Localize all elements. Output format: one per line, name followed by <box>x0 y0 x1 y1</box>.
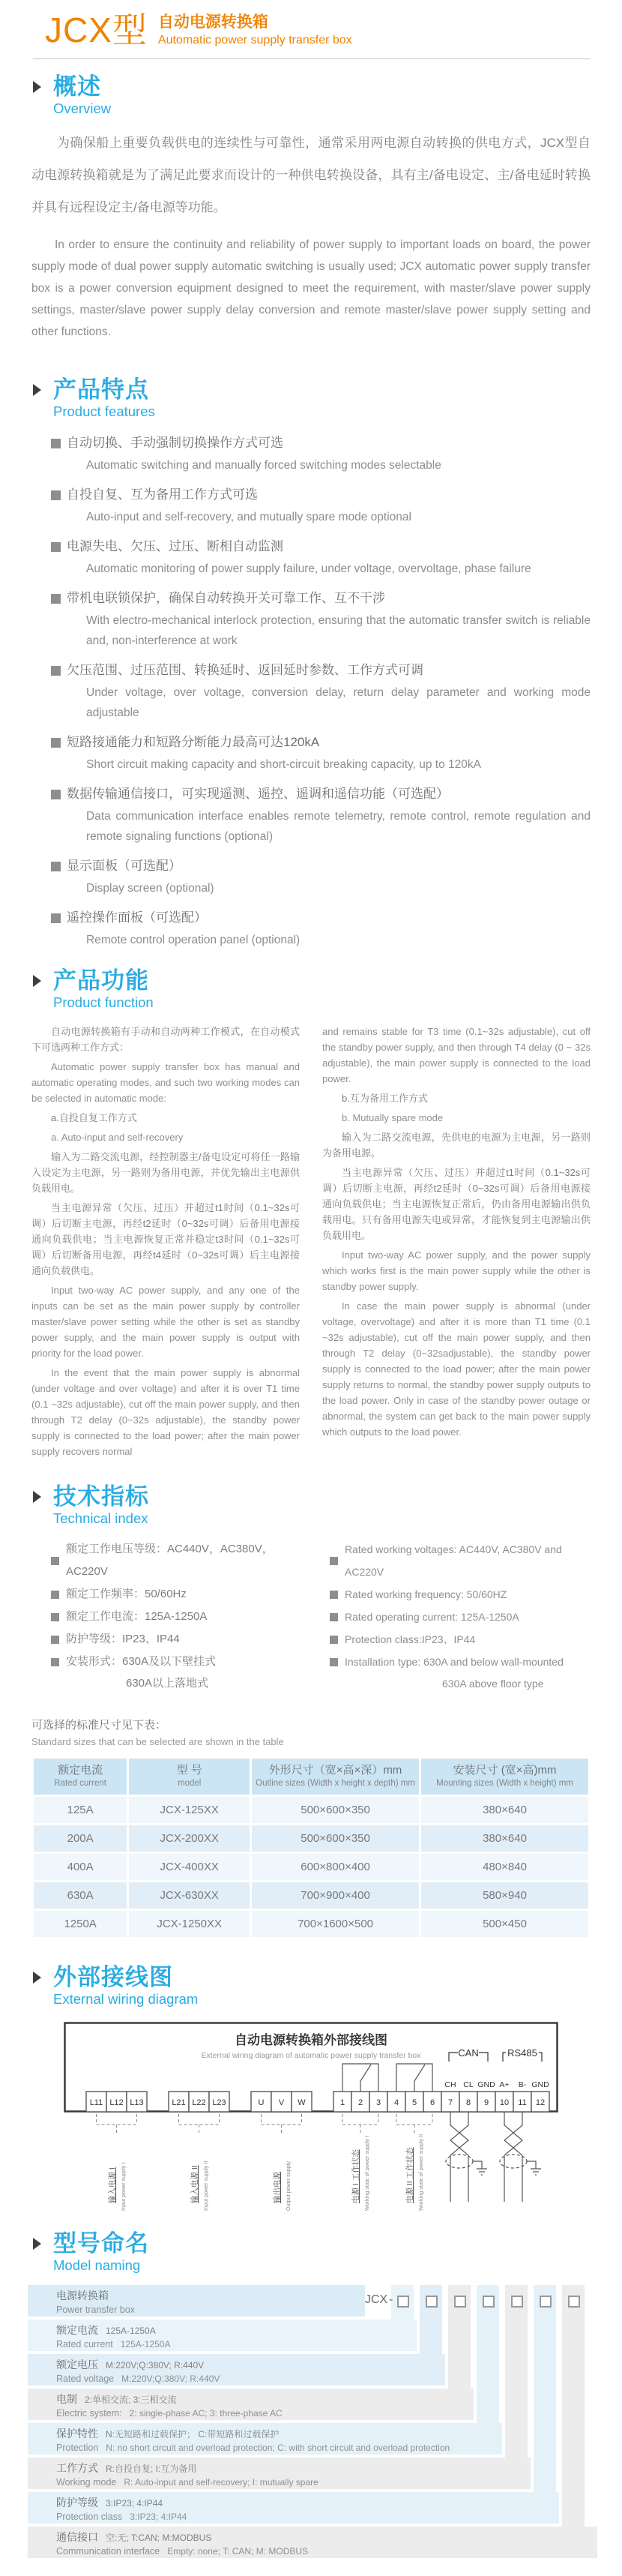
naming-row <box>28 2285 365 2317</box>
feature-item <box>51 732 591 775</box>
function-columns <box>31 1024 591 1463</box>
svg-text:11: 11 <box>518 2098 527 2107</box>
tech-item-cn: 防护等级：IP23、IP44 <box>66 1633 180 1645</box>
feature-cn: 数据传输通信接口，可实现遥测、遥控、遥调和遥信功能（可选配） <box>67 787 449 801</box>
feature-item <box>51 484 591 527</box>
svg-text:L11: L11 <box>89 2098 103 2107</box>
cell-mounting-size: 480×840 <box>421 1854 588 1880</box>
naming-desc-en: Empty: none; T: CAN; M: MODBUS <box>167 2546 309 2557</box>
features-heading-en: Product features <box>53 403 155 419</box>
function-heading <box>33 968 591 1012</box>
overview-heading-cn: 概述 <box>53 73 101 100</box>
section-marker-icon <box>33 1972 41 1984</box>
sizes-note-cn: 可选择的标准尺寸见下表： <box>31 1719 167 1732</box>
cell-outline-size: 700×1600×500 <box>252 1911 419 1937</box>
feature-cn: 自动切换、手动强制切换操作方式可选 <box>67 436 283 450</box>
bullet-square-icon <box>51 490 61 500</box>
bullet-square-icon <box>51 594 61 604</box>
bullet-square-icon <box>51 439 61 448</box>
tech-item-en: Protection class:IP23、IP44 <box>345 1633 476 1645</box>
naming-label-cn: 防护等级 <box>56 2497 98 2509</box>
cell-outline-size: 500×600×350 <box>252 1825 419 1852</box>
svg-text:8: 8 <box>465 2098 471 2107</box>
svg-text:输入电源 II: 输入电源 II <box>190 2165 199 2203</box>
bullet-square-icon <box>51 1636 59 1644</box>
model-code-box <box>540 2296 552 2308</box>
pin-label: GND <box>477 2080 495 2089</box>
overview-paragraph-en: In order to ensure the continuity and reliability of power supply to important loads on board, the power supply mode of dual power supply automatic switching is usually used; JCX automatic power supply transfer box is a power conversion equipment designed to meet the requirement, with master/slave power supply settings, master/slave power supply delay conversion and remote master/slave power supply setting and other functions. <box>31 238 591 338</box>
tech-item-en-extra: 630A above floor type <box>442 1678 544 1690</box>
function-paragraph: a. Auto-input and self-recovery <box>51 1132 184 1143</box>
function-left-column <box>31 1024 300 1463</box>
naming-row <box>28 2527 597 2558</box>
cell-rated-current: 200A <box>34 1825 127 1852</box>
wiring-diagram <box>64 2022 558 2219</box>
function-paragraph: a.自投自复工作方式 <box>51 1112 137 1123</box>
svg-text:输出电源: 输出电源 <box>273 2172 282 2203</box>
section-marker-icon <box>33 975 41 987</box>
feature-item <box>51 536 591 579</box>
pin-label: CL <box>463 2080 474 2089</box>
naming-row <box>28 2320 417 2351</box>
function-paragraph: Input two-way AC power supply, and any one of the inputs can be set as the main power supply by controller master/slave power setting while the other is set as standby power supply, and the main power supply is output with priority for the load power. <box>31 1285 300 1359</box>
svg-text:W: W <box>298 2098 306 2107</box>
cell-model: JCX-630XX <box>129 1882 250 1909</box>
naming-desc-cn: 2:单相交流; 3:三相交流 <box>85 2395 177 2405</box>
feature-cn: 短路接通能力和短路分断能力最高可达120kA <box>67 735 320 749</box>
bullet-square-icon <box>51 666 61 676</box>
feature-en: Display screen (optional) <box>86 882 214 895</box>
naming-desc-en: R: Auto-input and self-recovery; I: mutually spare <box>124 2477 318 2488</box>
naming-desc-en: 125A-1250A <box>120 2339 171 2350</box>
header-cn: 型 号 <box>176 1764 202 1777</box>
model-code-box <box>483 2296 495 2308</box>
svg-text:10: 10 <box>499 2098 510 2107</box>
header-cn: 外形尺寸（宽×高×深）mm <box>268 1764 402 1777</box>
svg-text:9: 9 <box>483 2098 489 2107</box>
naming-label-en: Rated voltage <box>56 2374 115 2384</box>
function-paragraph: 当主电源异常（欠压、过压）并超过t1时间（0.1~32s可调）后切断主电源，再经t2延时（0~32s可调）后备用电源接通向负载供电；当主电源恢复正常并稳定t3时间（0.1~32s可调）后切断备用电源，再经t4延时（0~32s可调）后主电源接通向负载供电。 <box>31 1202 300 1276</box>
cell-mounting-size: 380×640 <box>421 1797 588 1823</box>
features-list <box>51 433 591 950</box>
svg-text:Input power supply I: Input power supply I <box>120 2162 127 2211</box>
function-paragraph: and remains stable for T3 time (0.1~32s adjustable), cut off the standby power supply, and then through T4 delay (0 ~ 32s adjustable), the main power supply is connected to the load power. <box>322 1026 591 1084</box>
naming-strip <box>534 2285 556 2493</box>
svg-text:6: 6 <box>429 2098 435 2107</box>
naming-desc-cn: M:220V;Q:380V; R:440V <box>106 2360 205 2371</box>
feature-en: Auto-input and self-recovery, and mutually spare mode optional <box>86 511 411 523</box>
svg-text:L23: L23 <box>212 2098 226 2107</box>
pin-label: A+ <box>499 2080 510 2089</box>
naming-desc-cn: 3:IP23; 4:IP44 <box>106 2498 163 2509</box>
feature-cn: 欠压范围、过压范围、转换延时、返回延时参数、工作方式可调 <box>67 663 423 677</box>
function-paragraph: b.互为备用工作方式 <box>342 1093 428 1104</box>
section-technical-index <box>31 1484 591 1694</box>
function-paragraph: 输入为二路交流电源，经控制器主/备电设定可将任一路输入设定为主电源，另一路则为备用电源，并优先输出主电源供负载用电。 <box>31 1151 300 1194</box>
table-header-row <box>34 1759 588 1795</box>
cell-outline-size: 700×900×400 <box>252 1882 419 1909</box>
cell-model: JCX-125XX <box>129 1797 250 1823</box>
function-paragraph: 输入为二路交流电源，先供电的电源为主电源，另一路则为备用电源。 <box>322 1132 591 1159</box>
feature-cn: 显示面板（可选配） <box>67 859 181 873</box>
model-code-box <box>454 2296 466 2308</box>
tech-item-en: Rated operating current: 125A-1250A <box>345 1611 519 1623</box>
standard-sizes-table <box>31 1756 591 1939</box>
features-heading <box>33 377 591 421</box>
bullet-square-icon <box>51 738 61 748</box>
naming-label-en: Communication interface <box>56 2546 160 2557</box>
bullet-square-icon <box>330 1557 338 1565</box>
naming-label-en: Power transfer box <box>56 2305 135 2315</box>
section-marker-icon <box>33 2238 41 2250</box>
section-function <box>31 968 591 1463</box>
cell-mounting-size: 580×940 <box>421 1882 588 1909</box>
col-header-rated-current <box>34 1759 127 1795</box>
naming-desc-en: N: no short circuit and overload protection; C: with short circuit and overload protection <box>106 2443 450 2453</box>
header-en: Rated current <box>54 1779 106 1788</box>
pin-label: B- <box>518 2080 527 2089</box>
naming-heading-cn: 型号命名 <box>53 2230 149 2257</box>
naming-label-cn: 额定电压 <box>56 2359 98 2371</box>
naming-row <box>28 2492 559 2524</box>
svg-text:2: 2 <box>357 2098 363 2107</box>
svg-text:L21: L21 <box>172 2098 186 2107</box>
diagram-title-cn: 自动电源转换箱外部接线图 <box>235 2033 387 2047</box>
function-paragraph: Input two-way AC power supply, and the power supply which works first is the main power supply while the other is standby power supply. <box>322 1249 591 1292</box>
naming-label-cn: 电源转换箱 <box>56 2290 109 2302</box>
tech-item-cn: 额定工作频率：50/60Hz <box>66 1588 187 1600</box>
overview-heading <box>33 74 591 118</box>
naming-heading-en: Model naming <box>53 2257 141 2273</box>
naming-desc-cn: 空:无; T:CAN; M:MODBUS <box>106 2533 212 2543</box>
feature-cn: 带机电联锁保护，确保自动转换开关可靠工作、互不干涉 <box>67 591 385 605</box>
bullet-square-icon <box>51 1613 59 1621</box>
naming-label-en: Protection <box>56 2443 99 2453</box>
feature-item <box>51 433 591 475</box>
cell-rated-current: 400A <box>34 1854 127 1880</box>
naming-row <box>28 2423 502 2455</box>
overview-heading-en: Overview <box>53 100 112 116</box>
feature-en: Short circuit making capacity and short-circuit breaking capacity, up to 120kA <box>86 758 481 771</box>
section-overview <box>31 74 591 343</box>
naming-label-en: Working mode <box>56 2477 117 2488</box>
feature-cn: 自投自复、互为备用工作方式可选 <box>67 487 258 502</box>
svg-text:输入电源 I: 输入电源 I <box>108 2167 117 2203</box>
function-paragraph: b. Mutually spare mode <box>342 1112 444 1123</box>
bullet-square-icon <box>330 1591 338 1599</box>
cell-model: JCX-1250XX <box>129 1911 250 1937</box>
cell-outline-size: 600×800×400 <box>252 1854 419 1880</box>
page-header <box>31 10 591 49</box>
technical-heading-en: Technical index <box>53 1510 148 1526</box>
function-paragraph: 自动电源转换箱有手动和自动两种工作模式，在自动模式下可选两种工作方式： <box>31 1026 300 1053</box>
bullet-square-icon <box>51 1658 59 1666</box>
header-en: Outline sizes (Width x height x depth) mm <box>256 1779 415 1788</box>
naming-heading <box>33 2231 591 2275</box>
ground-icon <box>473 2161 487 2175</box>
section-marker-icon <box>33 81 41 93</box>
function-paragraph: 当主电源异常（欠压、过压）并超过t1时间（0.1~32s可调）后切断主电源，再经t2延时（0~32s可调）后备用电源接通向负载供电；当主电源恢复正常后，仍由备用电源输出供负载用电。只有备用电源失电或异常，才能恢复到主电源输出供负载用电。 <box>322 1167 591 1241</box>
svg-text:Output power supply: Output power supply <box>285 2161 292 2211</box>
tech-item-cn: 额定工作电压等级：AC440V，AC380V，AC220V <box>66 1543 274 1578</box>
header-cn: 额定电流 <box>58 1764 103 1777</box>
technical-right-column <box>330 1538 591 1694</box>
section-features <box>31 377 591 950</box>
function-paragraph: In the event that the main power supply is abnormal (under voltage and over voltage) and after it is over T1 time (0.1 ~32s adjustable), cut off the main power supply, and then through T2 delay (0~32s adjustable), the standby power supply is connected to the load power; after the main power supply recovers normal <box>31 1367 300 1457</box>
feature-en: Data communication interface enables remote telemetry, remote control, remote regulation and remote signaling functions (optional) <box>86 810 591 843</box>
tech-item-en: Installation type: 630A and below wall-mounted <box>345 1656 564 1668</box>
svg-text:Working state of power supply: Working state of power supply II <box>417 2134 424 2211</box>
feature-item <box>51 856 591 898</box>
header-en: Mounting sizes (Width x height) mm <box>436 1779 573 1788</box>
feature-en: With electro-mechanical interlock protection, ensuring that the automatic transfer switch is reliable and, non-interference at work <box>86 614 591 647</box>
naming-label-en: Protection class <box>56 2512 123 2522</box>
svg-text:1: 1 <box>339 2098 345 2107</box>
naming-label-cn: 工作方式 <box>56 2462 98 2474</box>
naming-row <box>28 2458 531 2489</box>
header-divider <box>33 58 591 59</box>
model-code-box <box>426 2296 438 2308</box>
function-paragraph: Automatic power supply transfer box has manual and automatic operating modes, and such two working modes can be selected in automatic mode: <box>31 1061 300 1104</box>
bullet-square-icon <box>330 1636 338 1644</box>
technical-columns <box>31 1538 591 1694</box>
svg-text:电源 II 工作状态: 电源 II 工作状态 <box>405 2147 414 2203</box>
svg-text:4: 4 <box>393 2098 399 2107</box>
tech-item-cn: 额定工作电流：125A-1250A <box>66 1610 208 1623</box>
function-right-column <box>322 1024 591 1463</box>
header-en: model <box>178 1779 202 1788</box>
product-title-cn: 自动电源转换箱 <box>157 13 268 31</box>
naming-strip <box>562 2285 585 2527</box>
naming-strip <box>505 2285 528 2458</box>
naming-label-cn: 保护特性 <box>56 2428 98 2440</box>
feature-item <box>51 588 591 651</box>
naming-desc-cn: 125A-1250A <box>106 2326 156 2336</box>
cell-mounting-size: 500×450 <box>421 1911 588 1937</box>
section-marker-icon <box>33 1491 41 1503</box>
table-row <box>34 1854 588 1880</box>
svg-text:5: 5 <box>411 2098 417 2107</box>
feature-cn: 电源失电、欠压、过压、断相自动监测 <box>67 539 283 553</box>
overview-paragraph-cn: 为确保船上重要负载供电的连续性与可靠性，通常采用两电源自动转换的供电方式，JCX型自动电源转换箱就是为了满足此要求而设计的一种供电转换设备，具有主/备电设定、主/备电延时转换并具有远程设定主/备电源等功能。 <box>31 136 591 214</box>
tech-item-cn-extra: 630A以上落地式 <box>126 1677 209 1690</box>
group-labels <box>107 2134 424 2211</box>
svg-text:7: 7 <box>447 2098 453 2107</box>
sizes-note-en: Standard sizes that can be selected are shown in the table <box>31 1736 284 1747</box>
twisted-pair-can <box>446 2112 487 2202</box>
tech-item-en: Rated working voltages: AC440V, AC380V and AC220V <box>345 1543 562 1578</box>
naming-desc-en: 3:IP23; 4:IP44 <box>130 2512 187 2522</box>
naming-desc-en: M:220V;Q:380V; R:440V <box>121 2374 220 2384</box>
naming-label-cn: 电制 <box>56 2393 77 2405</box>
cell-outline-size: 500×600×350 <box>252 1797 419 1823</box>
technical-heading-cn: 技术指标 <box>53 1483 149 1510</box>
svg-text:Working state of power supply: Working state of power supply I <box>363 2135 370 2211</box>
product-model-title: JCX型 <box>45 10 148 49</box>
naming-label-en: Rated current <box>56 2339 113 2350</box>
cell-mounting-size: 380×640 <box>421 1825 588 1852</box>
wiring-heading <box>33 1965 591 2008</box>
bullet-square-icon <box>51 913 61 923</box>
product-title-en: Automatic power supply transfer box <box>157 34 352 46</box>
svg-text:3: 3 <box>375 2098 381 2107</box>
naming-desc-cn: N:无短路和过载保护； C:带短路和过载保护 <box>106 2429 280 2440</box>
wiring-heading-cn: 外部接线图 <box>53 1964 173 1990</box>
feature-cn: 遥控操作面板（可选配） <box>67 910 207 925</box>
wiring-heading-en: External wiring diagram <box>53 1991 199 2007</box>
svg-text:L13: L13 <box>130 2098 144 2107</box>
cell-model: JCX-200XX <box>129 1825 250 1852</box>
function-heading-cn: 产品功能 <box>53 967 149 994</box>
model-code-box <box>511 2296 523 2308</box>
bullet-square-icon <box>51 790 61 799</box>
tech-item-cn: 安装形式：630A及以下壁挂式 <box>66 1655 217 1668</box>
feature-item <box>51 784 591 847</box>
svg-text:U: U <box>258 2098 265 2107</box>
naming-label-cn: 通信接口 <box>56 2531 98 2543</box>
svg-text:L22: L22 <box>192 2098 206 2107</box>
feature-item <box>51 907 591 950</box>
svg-text:电源 I 工作状态: 电源 I 工作状态 <box>351 2149 360 2203</box>
col-header-outline-sizes <box>252 1759 419 1795</box>
function-paragraph: In case the main power supply is abnormal (under voltage, overvoltage) and after it is more than T1 time (0.1 ~32s adjustable), cut off the main power supply, and then through T2 delay (0~32sadjustable), the standby power supply is connected to the load power; after the main power supply returns to normal, the standby power supply outputs to the load power. Only in case of the standby power outage or abnormal, the system can get back to the main power supply which outputs to the load power. <box>322 1300 591 1438</box>
naming-row <box>28 2389 474 2420</box>
col-header-mounting-sizes <box>421 1759 588 1795</box>
ground-icon <box>527 2161 541 2175</box>
cell-rated-current: 125A <box>34 1797 127 1823</box>
feature-en: Under voltage, over voltage, conversion delay, return delay parameter and working mode adjustable <box>86 686 591 719</box>
technical-heading <box>33 1484 591 1528</box>
can-bus-label: CAN <box>458 2047 479 2059</box>
naming-desc-cn: R:自投自复; I:互为备用 <box>106 2464 197 2474</box>
pin-label: GND <box>531 2080 549 2089</box>
cell-rated-current: 630A <box>34 1882 127 1909</box>
twisted-pair-rs485 <box>500 2112 541 2202</box>
feature-en: Automatic monitoring of power supply failure, under voltage, overvoltage, phase failure <box>86 562 531 575</box>
bullet-square-icon <box>330 1658 338 1666</box>
bullet-square-icon <box>51 1591 59 1599</box>
bullet-square-icon <box>51 542 61 552</box>
header-cn: 安装尺寸 (宽×高)mm <box>453 1764 557 1777</box>
sizes-note <box>31 1717 591 1749</box>
svg-text:12: 12 <box>535 2098 546 2107</box>
table-row <box>34 1911 588 1937</box>
feature-en: Automatic switching and manually forced switching modes selectable <box>86 459 441 472</box>
naming-desc-en: 2: single-phase AC; 3: three-phase AC <box>129 2408 283 2419</box>
bullet-square-icon <box>330 1613 338 1621</box>
cell-rated-current: 1250A <box>34 1911 127 1937</box>
section-model-naming <box>31 2231 591 2558</box>
group-bracket <box>97 2114 433 2134</box>
svg-text:V: V <box>278 2098 285 2107</box>
section-marker-icon <box>33 384 41 396</box>
svg-text:L12: L12 <box>109 2098 124 2107</box>
model-naming-block <box>28 2285 597 2558</box>
function-heading-en: Product function <box>53 994 154 1010</box>
feature-item <box>51 660 591 723</box>
features-heading-cn: 产品特点 <box>53 376 149 403</box>
cell-model: JCX-400XX <box>129 1854 250 1880</box>
naming-label-en: Electric system: <box>56 2408 122 2419</box>
bullet-square-icon <box>51 862 61 871</box>
model-code-box <box>568 2296 580 2308</box>
table-row <box>34 1797 588 1823</box>
section-wiring-diagram <box>31 1965 591 2219</box>
diagram-title-en: External wiring diagram of automatic power supply transfer box <box>201 2051 421 2060</box>
rs485-bus-label: RS485 <box>507 2047 537 2059</box>
technical-left-column <box>51 1538 312 1694</box>
col-header-model <box>129 1759 250 1795</box>
model-code-box <box>397 2296 409 2308</box>
naming-label-cn: 额定电流 <box>56 2324 98 2336</box>
model-code-dash: - <box>389 2293 393 2306</box>
svg-text:Input power supply II: Input power supply II <box>202 2161 209 2211</box>
model-code-prefix: JCX <box>365 2293 388 2306</box>
bullet-square-icon <box>51 1557 59 1565</box>
tech-item-en: Rated working frequency: 50/60HZ <box>345 1588 507 1600</box>
table-row <box>34 1882 588 1909</box>
table-row <box>34 1825 588 1852</box>
naming-row <box>28 2354 445 2386</box>
pin-label: CH <box>444 2080 456 2089</box>
feature-en: Remote control operation panel (optional) <box>86 934 301 946</box>
